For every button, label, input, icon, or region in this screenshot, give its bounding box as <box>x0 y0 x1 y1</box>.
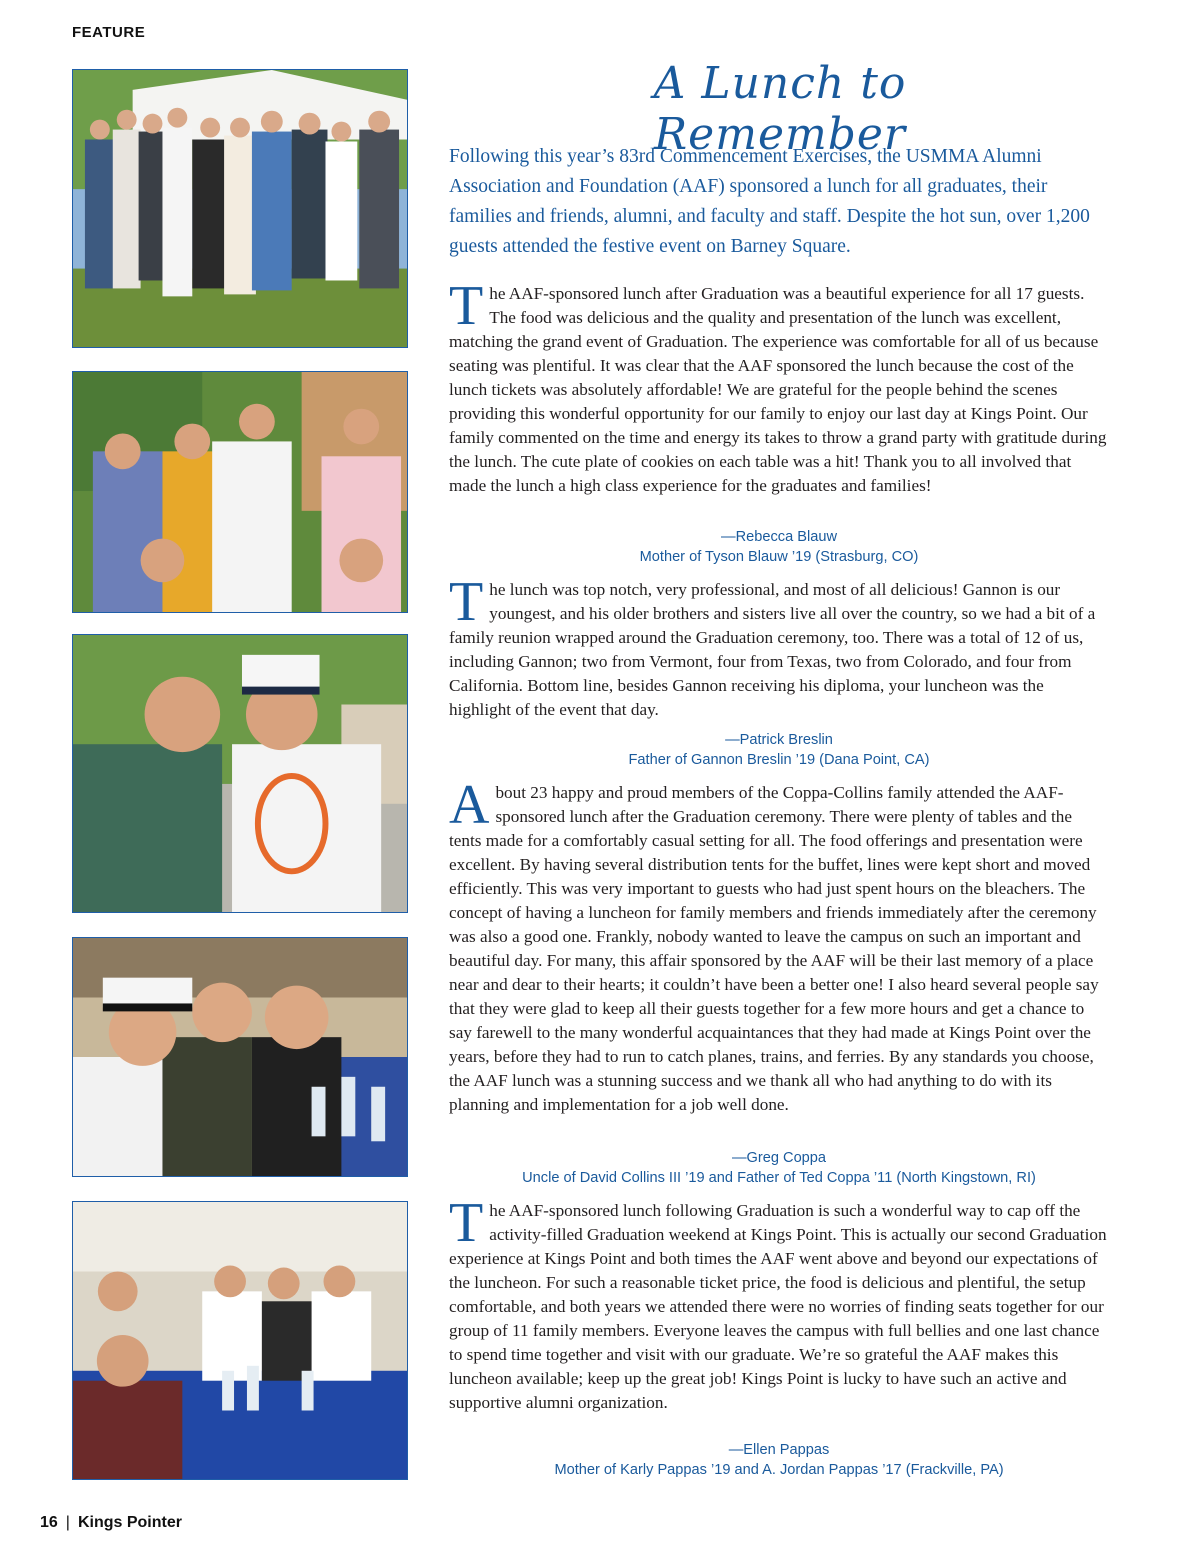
testimonial-1-text: The AAF-sponsored lunch after Graduation was a beautiful experience for all 17 guests. The food was delicious and the quality and presentation of the lunch was excellent, matching the grand event of Graduation. The experience was comfortable for all of us because seating was plentiful. It was clear that the AAF sponsored the lunch because the cost of the lunch tickets was absolutely affordable! We are grateful for the people behind the scenes providing this wonderful opportunity for our family to enjoy our last day at Kings Point. Our family commented on the time and energy its takes to throw a grand party with gratitude during the lunch. The cute plate of cookies on each table was a hit! Thank you to all involved that made the lunch a high class experience for the graduates and families! <box>449 275 1107 495</box>
article-title: A Lunch to Remember <box>653 58 907 160</box>
testimonial-2-dropcap: T <box>449 571 484 633</box>
publication-name: Kings Pointer <box>77 1514 182 1531</box>
testimonial-3-attribution <box>449 1148 1109 1188</box>
testimonial-1-author: —Rebecca Blauw <box>721 529 837 545</box>
testimonial-1-dropcap: T <box>449 275 484 337</box>
page-number: 16 <box>40 1514 58 1531</box>
testimonial-4-author: —Ellen Pappas <box>728 1442 830 1458</box>
photo-family-with-graduate <box>72 371 408 613</box>
testimonial-1-attribution <box>449 527 1109 567</box>
footer-separator: | <box>65 1514 70 1531</box>
testimonial-4-text: The AAF-sponsored lunch following Graduation is such a wonderful way to cap off the activity-filled Graduation weekend at Kings Point. This is actually our second Graduation experience at Kings Point and both times the AAF went above and beyond our expectations of the luncheon. For such a reasonable ticket price, the food is delicious and plentiful, the setup comfortable, and both years we attended there were no worries of finding seats together for our group of 11 family members. Everyone leaves the campus with full bellies and one last chance to spend time together and visit with our graduate. We’re so grateful the AAF makes this luncheon available; keep up the great job! Kings Point is lucky to have such an active and supportive alumni organization. <box>449 1192 1107 1412</box>
testimonial-3-dropcap: A <box>449 774 490 836</box>
article-intro: Following this year’s 83rd Commencement Exercises, the USMMA Alumni Association and Foundation (AAF) sponsored a lunch for all graduates, their families and friends, alumni, and faculty and staff. Despite the hot sun, over 1,200 guests attended the festive event on Barney Square. <box>449 146 1090 257</box>
photo-luncheon-tables <box>72 1201 408 1480</box>
testimonial-2-relation: Father of Gannon Breslin ’19 (Dana Point, CA) <box>628 752 930 768</box>
testimonial-3-relation: Uncle of David Collins III ’19 and Father of Ted Coppa ’11 (North Kingstown, RI) <box>522 1170 1036 1186</box>
section-label: FEATURE <box>72 24 146 41</box>
testimonial-4-dropcap: T <box>449 1192 484 1254</box>
testimonial-2-attribution <box>449 730 1109 770</box>
testimonial-2-text: The lunch was top notch, very professional, and most of all delicious! Gannon is our youngest, and his older brothers and sisters live all over the country, so we had a bit of a family reunion wrapped around the Graduation ceremony, too. There was a total of 12 of us, including Gannon; two from Vermont, four from Texas, two from Colorado, and four from California. Bottom line, besides Gannon receiving his diploma, your luncheon was the highlight of the event that day. <box>449 571 1096 719</box>
photo-group-under-tent <box>72 69 408 348</box>
testimonial-2-author: —Patrick Breslin <box>725 732 833 748</box>
testimonial-3-author: —Greg Coppa <box>731 1150 827 1166</box>
photo-graduates-at-table <box>72 937 408 1177</box>
testimonial-1-relation: Mother of Tyson Blauw ’19 (Strasburg, CO) <box>639 549 919 565</box>
testimonial-4-attribution <box>449 1440 1109 1480</box>
page-footer <box>40 1514 182 1532</box>
testimonial-4-relation: Mother of Karly Pappas ’19 and A. Jordan Pappas ’17 (Frackville, PA) <box>554 1462 1004 1478</box>
testimonial-3-text: About 23 happy and proud members of the Coppa-Collins family attended the AAF-sponsored lunch after the Graduation ceremony. There were plenty of tables and the tents made for a comfortably casual setting for all. The food offerings and presentation were excellent. By having several distribution tents for the buffet, lines were kept short and moved efficiently. This was very important to guests who had just spent hours on the bleachers. The concept of having a luncheon for family members and friends immediately after the ceremony was also a good one. Frankly, nobody wanted to leave the campus on such an important and beautiful day. For many, this affair sponsored by the AAF will be their last memory of a place near and dear to their hearts; it couldn’t have been a better one! I also heard several people say that they were glad to keep all their guests together for a few more hours and get a chance to say farewell to the many wonderful acquaintances that they had made at Kings Point over the years, before they had to run to catch planes, trains, and ferries. By any standards you choose, the AAF lunch was a stunning success and we thank all who had anything to do with its planning and implementation for a job well done. <box>449 774 1099 1114</box>
photo-two-women-graduate <box>72 634 408 913</box>
